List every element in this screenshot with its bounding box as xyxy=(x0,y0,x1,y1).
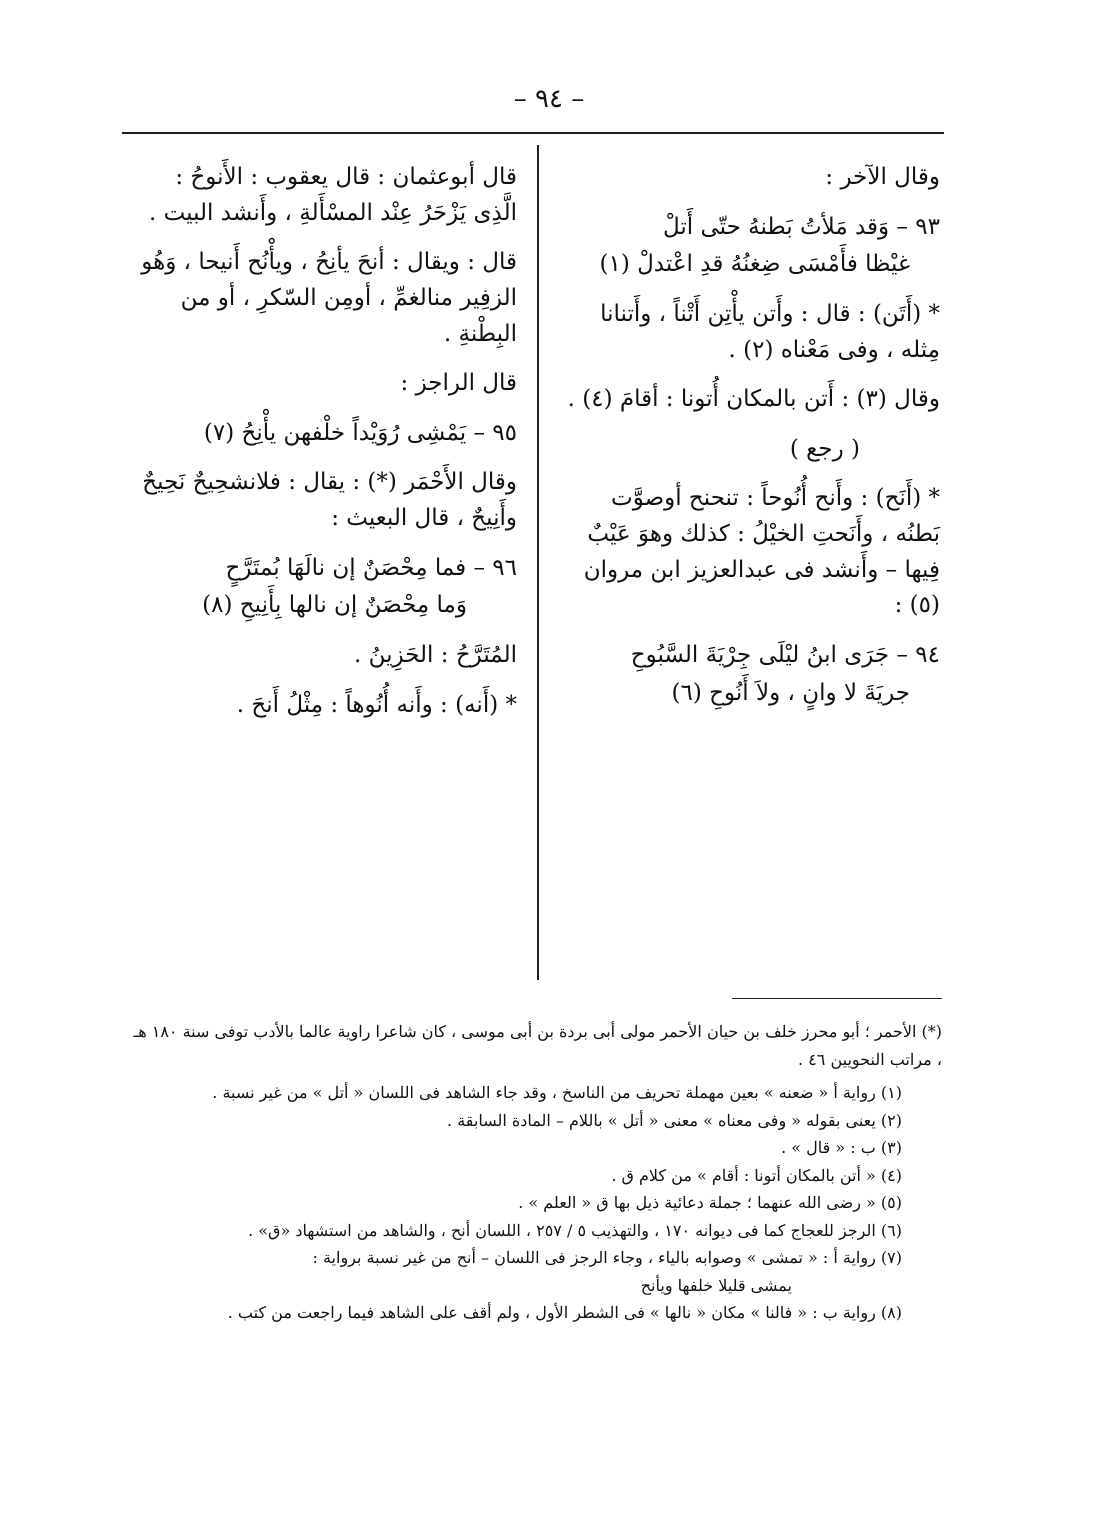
footnote-5: (٥) « رضى الله عنهما ؛ جملة دعائية ذيل بها ق « العلم » . xyxy=(518,1193,902,1213)
verse-95 xyxy=(132,416,517,452)
verse-line: ٩٥ – يَمْشِى رُوَيْداً خلْفهن يأْنِحُ (٧) xyxy=(203,419,517,446)
left-column xyxy=(132,160,517,737)
paragraph: ( رجع ) xyxy=(789,435,860,462)
paragraph: قال الراجز : xyxy=(400,370,517,397)
page-number: – ٩٤ – xyxy=(513,84,585,114)
footnote-1: (١) رواية أ « ضعنه » بعين مهملة تحريف من الناسخ ، وقد جاء الشاهد فى اللسان « أتل » من غير نسبة . xyxy=(212,1083,902,1103)
verse-line: وَما مِحْصَنٌ إن نالها بِأَنِيحِ (٨) xyxy=(202,592,467,619)
footnote-7: (٧) رواية أ : « تمشى » وصوابه بالياء ، وجاء الرجز فى اللسان – أنح من غير نسبة برواية : xyxy=(312,1248,902,1268)
verse-line: غيْظا فأَمْسَى ضِغنُهُ قدِ اعْتدلْ (١) xyxy=(599,251,910,278)
header-rule xyxy=(122,132,944,134)
footnote-8: (٨) رواية ب : « فالنا » مكان « نالها » فى الشطر الأول ، ولم أقف على الشاهد فيما راجعت من كتب . xyxy=(227,1303,902,1323)
footnote-7-quote: يمشى قليلا خلفها ويأنح xyxy=(640,1275,792,1295)
footnote-6: (٦) الرجز للعجاج كما فى ديوانه ١٧٠ ، والتهذيب ٥ / ٢٥٧ ، اللسان أنح ، والشاهد من استشهاد «ق» . xyxy=(248,1220,902,1240)
column-divider xyxy=(537,145,539,980)
footnote-4: (٤) « أتن بالمكان أتونا : أقام » من كلام ق . xyxy=(611,1165,902,1185)
verse-96 xyxy=(132,551,517,624)
entry-anah: * (أَنَح) : وأَنح أُنُوحاً : تنحنح أوصوَّت بَطنُه ، وأَنَحتِ الخيْلُ : كذلك وهوَ عَيْبٌ فِيها – وأَنشد فى عبدالعزيز ابن مروان (٥) : xyxy=(583,485,940,619)
footnote-2: (٢) يعنى بقوله « وفى معناه » معنى « أتل » باللام – المادة السابقة . xyxy=(447,1110,902,1130)
verse-line: ٩٦ – فما مِحْصَنٌ إن نالَهَا بُمتَرَّحٍ xyxy=(225,554,517,581)
verse-94 xyxy=(560,638,940,711)
footnote-rule xyxy=(732,998,942,999)
paragraph: وقال (٣) : أَتن بالمكان أُتونا : أقامَ (٤) . xyxy=(567,386,940,413)
paragraph: قال : ويقال : أنحَ يأنِحُ ، ويأْنُح أَنيحا ، وَهُو الزفِير منالغمِّ ، أومِن السّكرِ ، أو من البِطْنةِ . xyxy=(141,249,517,347)
right-column xyxy=(560,160,940,725)
paragraph: المُتَرَّحُ : الحَزِينُ . xyxy=(353,642,517,669)
footnote-star: (*) الأحمر ؛ أبو محرز خلف بن حيان الأحمر مولى أبى بردة بن أبى موسى ، كان شاعرا راوية عالما بالأدب توفى سنة ١٨٠ هـ ، مراتب النحويين ٤٦ . xyxy=(133,1022,942,1069)
entry-anah-2: * (أَنه) : وأَنه أُنُوهاً : مِثْلُ أَنحَ . xyxy=(236,691,517,718)
footnote-3: (٣) ب : « قال » . xyxy=(781,1138,902,1158)
verse-line: ٩٣ – وَقد مَلأتُ بَطنهُ حتّى أَتلْ xyxy=(662,213,940,240)
verse-line: جريَةَ لا وانٍ ، ولاَ أَنُوحِ (٦) xyxy=(671,679,910,706)
paragraph: قال أبوعثمان : قال يعقوب : الأَنوحُ : الَّذِى يَزْحَرُ عِنْد المسْأَلةِ ، وأَنشد البيت . xyxy=(148,164,517,226)
paragraph: وقال الأَحْمَر (*) : يقال : فلانشحِيحٌ نَحِيحٌ وأَنِيحٌ ، قال البعيث : xyxy=(142,469,517,532)
entry-atan: * (أَتَن) : قال : وأَتن يأْتِن أَتْناً ، وأَتنانا مِثله ، وفى مَعْناه (٢) . xyxy=(600,300,940,363)
verse-line: ٩٤ – جَرَى ابنُ ليْلَى جِرْيَةَ السَّبُوحِ xyxy=(630,642,940,669)
footnotes xyxy=(130,1018,942,1327)
verse-93 xyxy=(560,210,940,283)
paragraph: وقال الآخر : xyxy=(825,164,940,190)
